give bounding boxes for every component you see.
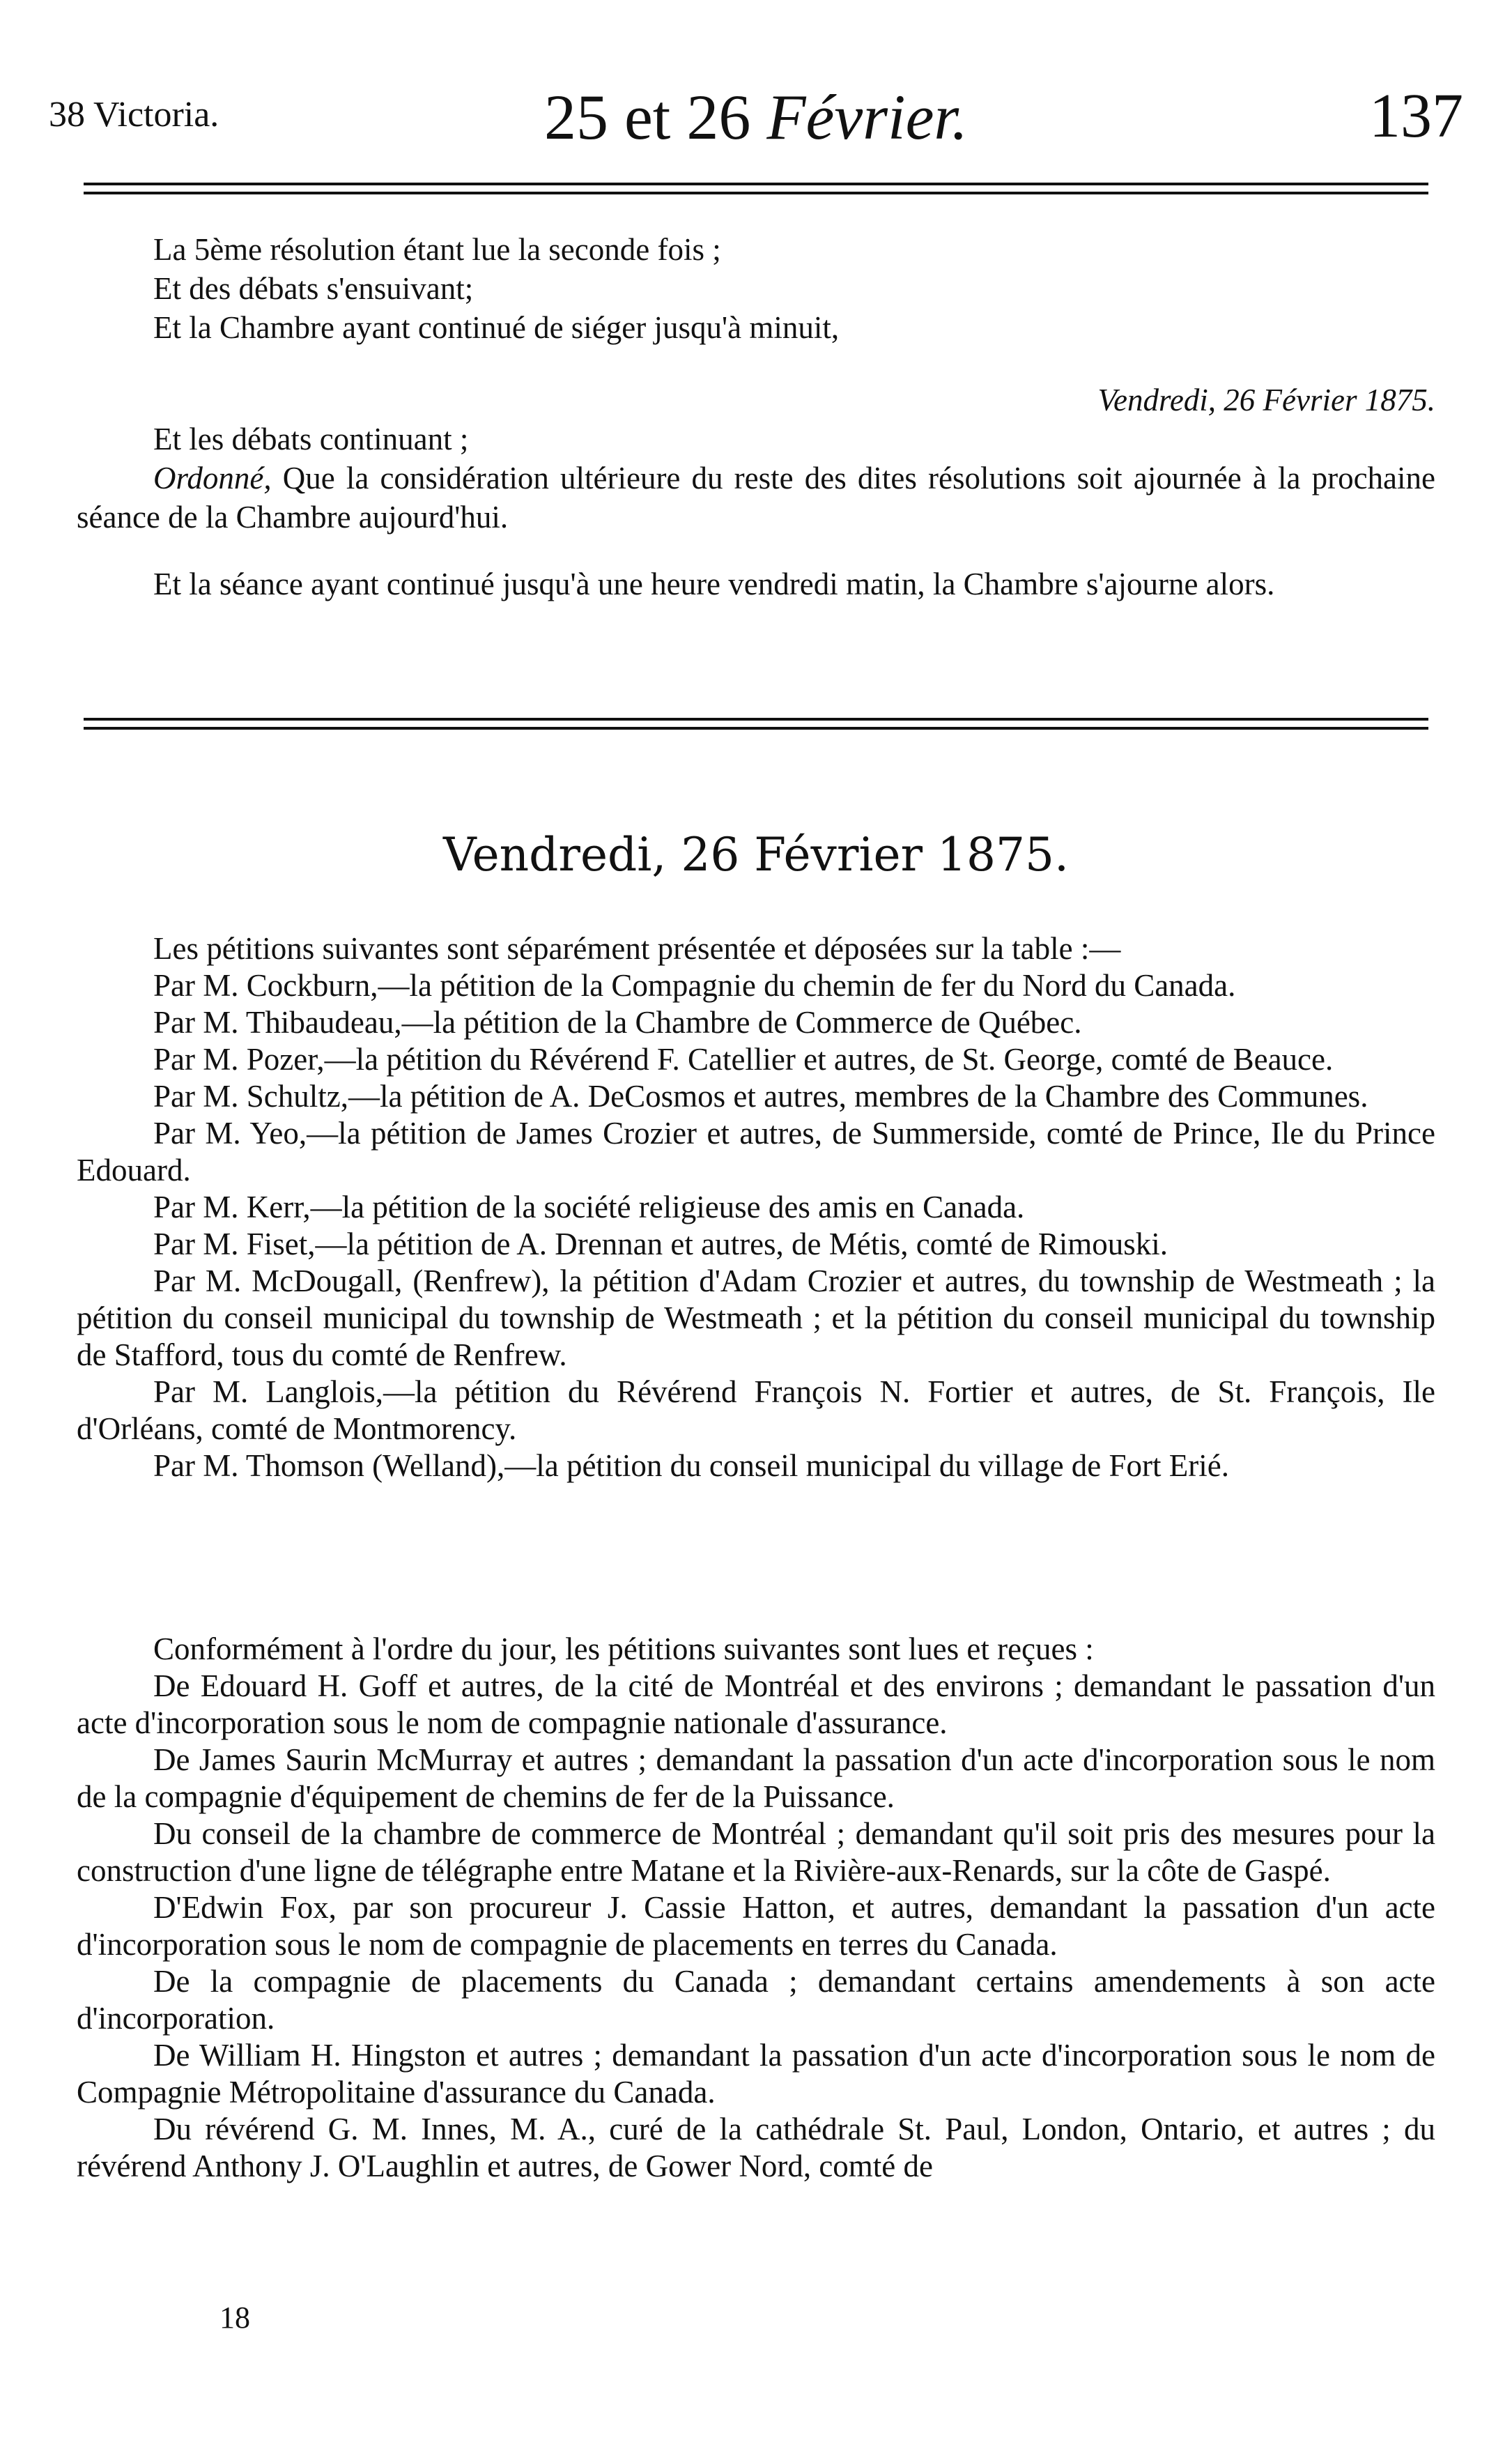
petition-read-item: Du conseil de la chambre de commerce de Montréal ; demandant qu'il soit pris des mesures pour la construction d'une ligne de télégraphe entre Matane et la Rivière-aux-Renards, sur la côte de Gaspé. [77, 1816, 1435, 1888]
petition-read-item: De Edouard H. Goff et autres, de la cité de Montréal et des environs ; demandant le passation d'un acte d'incorporation sous le nom de compagnie nationale d'assurance. [77, 1668, 1435, 1740]
petition-item: Par M. Pozer,—la pétition du Révérend F. Catellier et autres, de St. George, comté de Beauce. [153, 1042, 1334, 1077]
signature-mark: 18 [219, 2300, 250, 2335]
rule-line [84, 192, 1428, 194]
section-title: Vendredi, 26 Février 1875. [442, 828, 1070, 882]
petition-read-item: D'Edwin Fox, par son procureur J. Cassie Hatton, et autres, demandant la passation d'un acte d'incorporation sous le nom de compagnie de placements en terres du Canada. [77, 1890, 1435, 1962]
petition-item: Par M. Thomson (Welland),—la pétition du conseil municipal du village de Fort Erié. [153, 1448, 1229, 1483]
petition-item: Par M. McDougall, (Renfrew), la pétition d'Adam Crozier et autres, du township de Westmeath ; la pétition du conseil municipal du township de Westmeath ; et la pétition du conseil municipal du township de Stafford, tous du comté de Renfrew. [77, 1263, 1435, 1372]
line: La 5ème résolution étant lue la seconde fois ; [153, 232, 721, 267]
rule-line [84, 718, 1428, 721]
petitions-read [77, 1631, 1435, 2185]
adjourn: Et la séance ayant continué jusqu'à une heure vendredi matin, la Chambre s'ajourne alors. [153, 567, 1275, 601]
petition-item: Par M. Schultz,—la pétition de A. DeCosmos et autres, membres de la Chambre des Communes. [153, 1079, 1368, 1114]
petition-read-item: De la compagnie de placements du Canada ; demandant certains amendements à son acte d'incorporation. [77, 1964, 1435, 2036]
petitions-presented [77, 930, 1435, 1484]
petition-read-item: De William H. Hingston et autres ; demandant la passation d'un acte d'incorporation sous le nom de Compagnie Métropolitaine d'assurance du Canada. [77, 2038, 1435, 2110]
petition-item: Par M. Langlois,—la pétition du Révérend François N. Fortier et autres, de St. François, Ile d'Orléans, comté de Montmorency. [77, 1374, 1435, 1446]
petition-item: Par M. Kerr,—la pétition de la société religieuse des amis en Canada. [153, 1190, 1025, 1224]
ordered [77, 459, 1435, 537]
petitions-intro: Les pétitions suivantes sont séparément présentée et déposées sur la table :— [153, 931, 1121, 966]
header-rule [84, 183, 1428, 201]
header-date-italic: Février. [766, 82, 969, 153]
petitions-read-intro: Conformément à l'ordre du jour, les pétitions suivantes sont lues et reçues : [153, 1631, 1094, 1666]
section-rule [84, 718, 1428, 736]
dateline-text: Vendredi, 26 Février 1875. [1097, 383, 1435, 417]
ordered-text: Que la considération ultérieure du reste des dites résolutions soit ajournée à la prochaine séance de la Chambre aujourd'hui. [77, 461, 1435, 535]
rule-line [84, 183, 1428, 185]
continuing: Et les débats continuant ; [153, 422, 469, 456]
header-date-plain: 25 et 26 [543, 82, 767, 153]
header-date [49, 80, 1463, 154]
line: Et la Chambre ayant continué de siéger jusqu'à minuit, [153, 310, 840, 345]
line: Et des débats s'ensuivant; [153, 271, 474, 306]
running-header [49, 80, 1463, 157]
rule-line [84, 727, 1428, 730]
petition-read-item: De James Saurin McMurray et autres ; demandant la passation d'un acte d'incorporation sous le nom de la compagnie d'équipement de chemins de fer de la Puissance. [77, 1742, 1435, 1814]
top-section [77, 230, 1435, 604]
header-left: 38 Victoria. [49, 95, 219, 135]
petition-item: Par M. Fiset,—la pétition de A. Drennan et autres, de Métis, comté de Rimouski. [153, 1227, 1168, 1261]
petition-item: Par M. Cockburn,—la pétition de la Compagnie du chemin de fer du Nord du Canada. [153, 968, 1236, 1003]
page-number: 137 [1369, 82, 1463, 151]
petition-read-item: Du révérend G. M. Innes, M. A., curé de la cathédrale St. Paul, London, Ontario, et autres ; du révérend Anthony J. O'Laughlin et autres, de Gower Nord, comté de [77, 2112, 1435, 2183]
dateline [77, 381, 1435, 420]
petition-item: Par M. Yeo,—la pétition de James Crozier et autres, de Summerside, comté de Prince, Ile du Prince Edouard. [77, 1116, 1435, 1188]
petition-item: Par M. Thibaudeau,—la pétition de la Chambre de Commerce de Québec. [153, 1005, 1082, 1040]
ordered-label: Ordonné, [153, 461, 272, 496]
